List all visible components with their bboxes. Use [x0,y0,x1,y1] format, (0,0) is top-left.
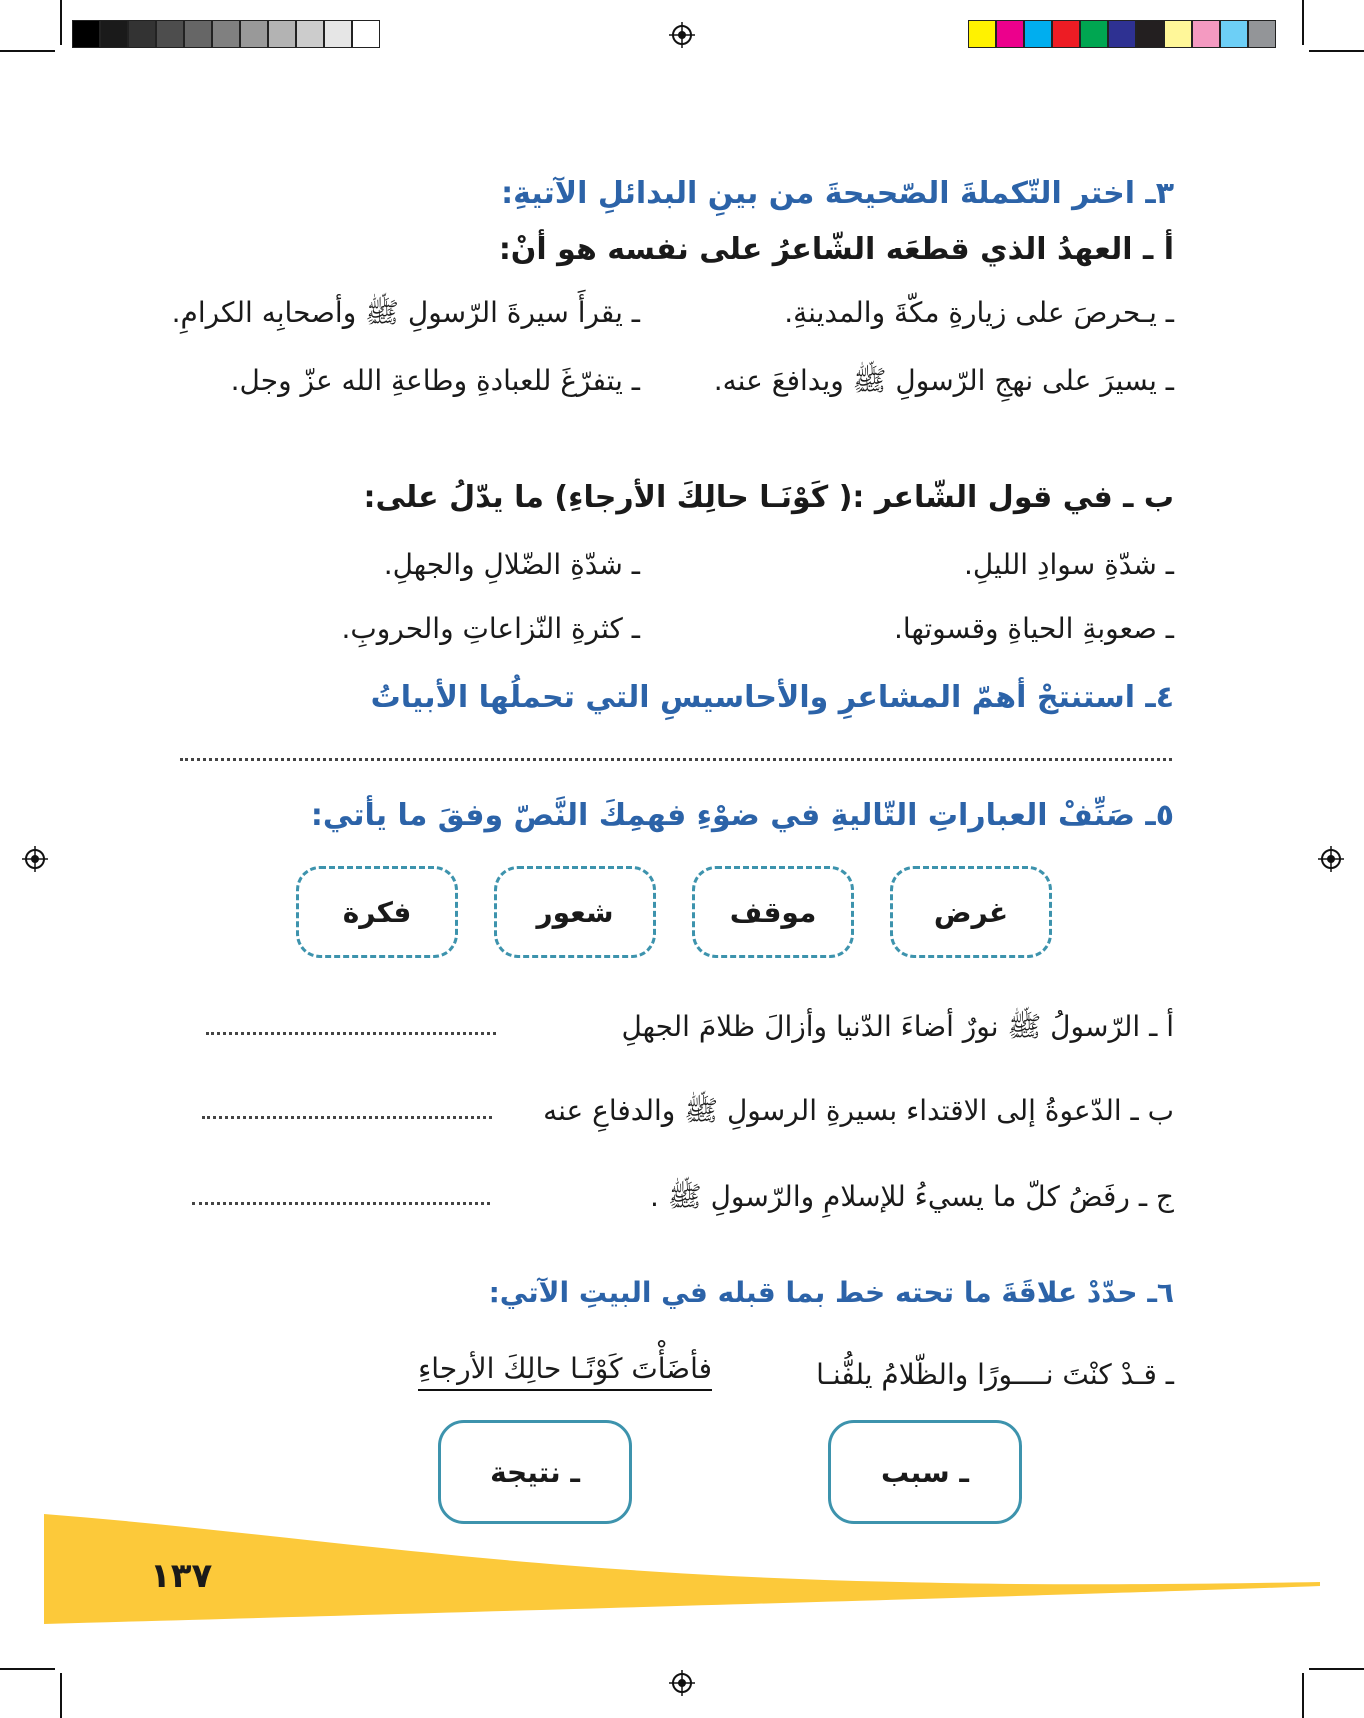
category-box-stance: موقف [692,866,854,958]
q3b-option-3[interactable]: ـ صعوبةِ الحياةِ وقسوتها. [894,612,1174,645]
q5-item-c: ج ـ رفَضُ كلّ ما يسيءُ للإسلامِ والرّسولِ ﷺ . [650,1180,1174,1213]
q3a-option-4[interactable]: ـ يتفرّغَ للعبادةِ وطاعةِ الله عزّ وجل. [230,364,640,397]
verse-second-hemistich [418,1352,712,1385]
question-3-heading: ٣ـ اختر التّكملةَ الصّحيحةَ من بينِ البدائلِ الآتيةِ: [501,176,1174,211]
category-box-purpose: غرض [890,866,1052,958]
answer-line-q5b[interactable] [202,1116,492,1119]
registration-mark-icon [669,22,695,48]
answer-line-q5a[interactable] [206,1032,496,1035]
question-4-heading: ٤ـ استنتجْ أهمّ المشاعرِ والأحاسيسِ التي تحملُها الأبياتُ [370,680,1174,715]
question-5-heading: ٥ـ صَنِّفْ العباراتِ التّاليةِ في ضوْءِ فهمِكَ النَّصّ وفقَ ما يأتي: [310,798,1174,833]
page-number: ١٣٧ [150,1556,213,1596]
cause-box[interactable]: ـ سبب [828,1420,1022,1524]
q3a-option-2[interactable]: ـ يقرأَ سيرةَ الرّسولِ ﷺ وأصحابِه الكرامِ. [171,296,640,329]
answer-line-q5c[interactable] [192,1202,490,1205]
verse-first-hemistich: ـ قـدْ كنْتَ نــــورًا والظّلامُ يلفُّنـا [816,1358,1174,1391]
registration-mark-icon [22,846,48,872]
question-3a-stem: أ ـ العهدُ الذي قطعَه الشّاعرُ على نفسه هو أنْ: [498,232,1174,267]
q5-item-a: أ ـ الرّسولُ ﷺ نورٌ أضاءَ الدّنيا وأزالَ ظلامَ الجهلِ [621,1010,1174,1043]
q3b-option-4[interactable]: ـ كثرةِ النّزاعاتِ والحروبِ. [341,612,640,645]
category-box-idea: فكرة [296,866,458,958]
underlined-text: فأضَأْتَ كَوْنًـا حالِكَ الأرجاءِ [418,1352,712,1391]
registration-mark-icon [1318,846,1344,872]
q3a-option-1[interactable]: ـ يـحرصَ على زيارةِ مكّةَ والمدينةِ. [784,296,1174,329]
q3b-option-2[interactable]: ـ شدّةِ الضّلالِ والجهلِ. [383,548,640,581]
registration-mark-icon [669,1670,695,1696]
question-3b-stem: ب ـ في قول الشّاعر :( كَوْنَـا حالِكَ الأرجاءِ) ما يدّلُ على: [363,480,1174,515]
q3b-option-1[interactable]: ـ شدّةِ سوادِ الليلِ. [963,548,1174,581]
q5-item-b: ب ـ الدّعوةُ إلى الاقتداء بسيرةِ الرسولِ ﷺ والدفاعِ عنه [543,1094,1174,1127]
answer-line-q4[interactable] [180,758,1172,761]
category-box-feeling: شعور [494,866,656,958]
result-box[interactable]: ـ نتيجة [438,1420,632,1524]
q3a-option-3[interactable]: ـ يسيرَ على نهجِ الرّسولِ ﷺ ويدافعَ عنه. [713,364,1174,397]
question-6-heading: ٦ـ حدّدْ علاقَةَ ما تحته خط بما قبله في البيتِ الآتي: [488,1276,1174,1309]
